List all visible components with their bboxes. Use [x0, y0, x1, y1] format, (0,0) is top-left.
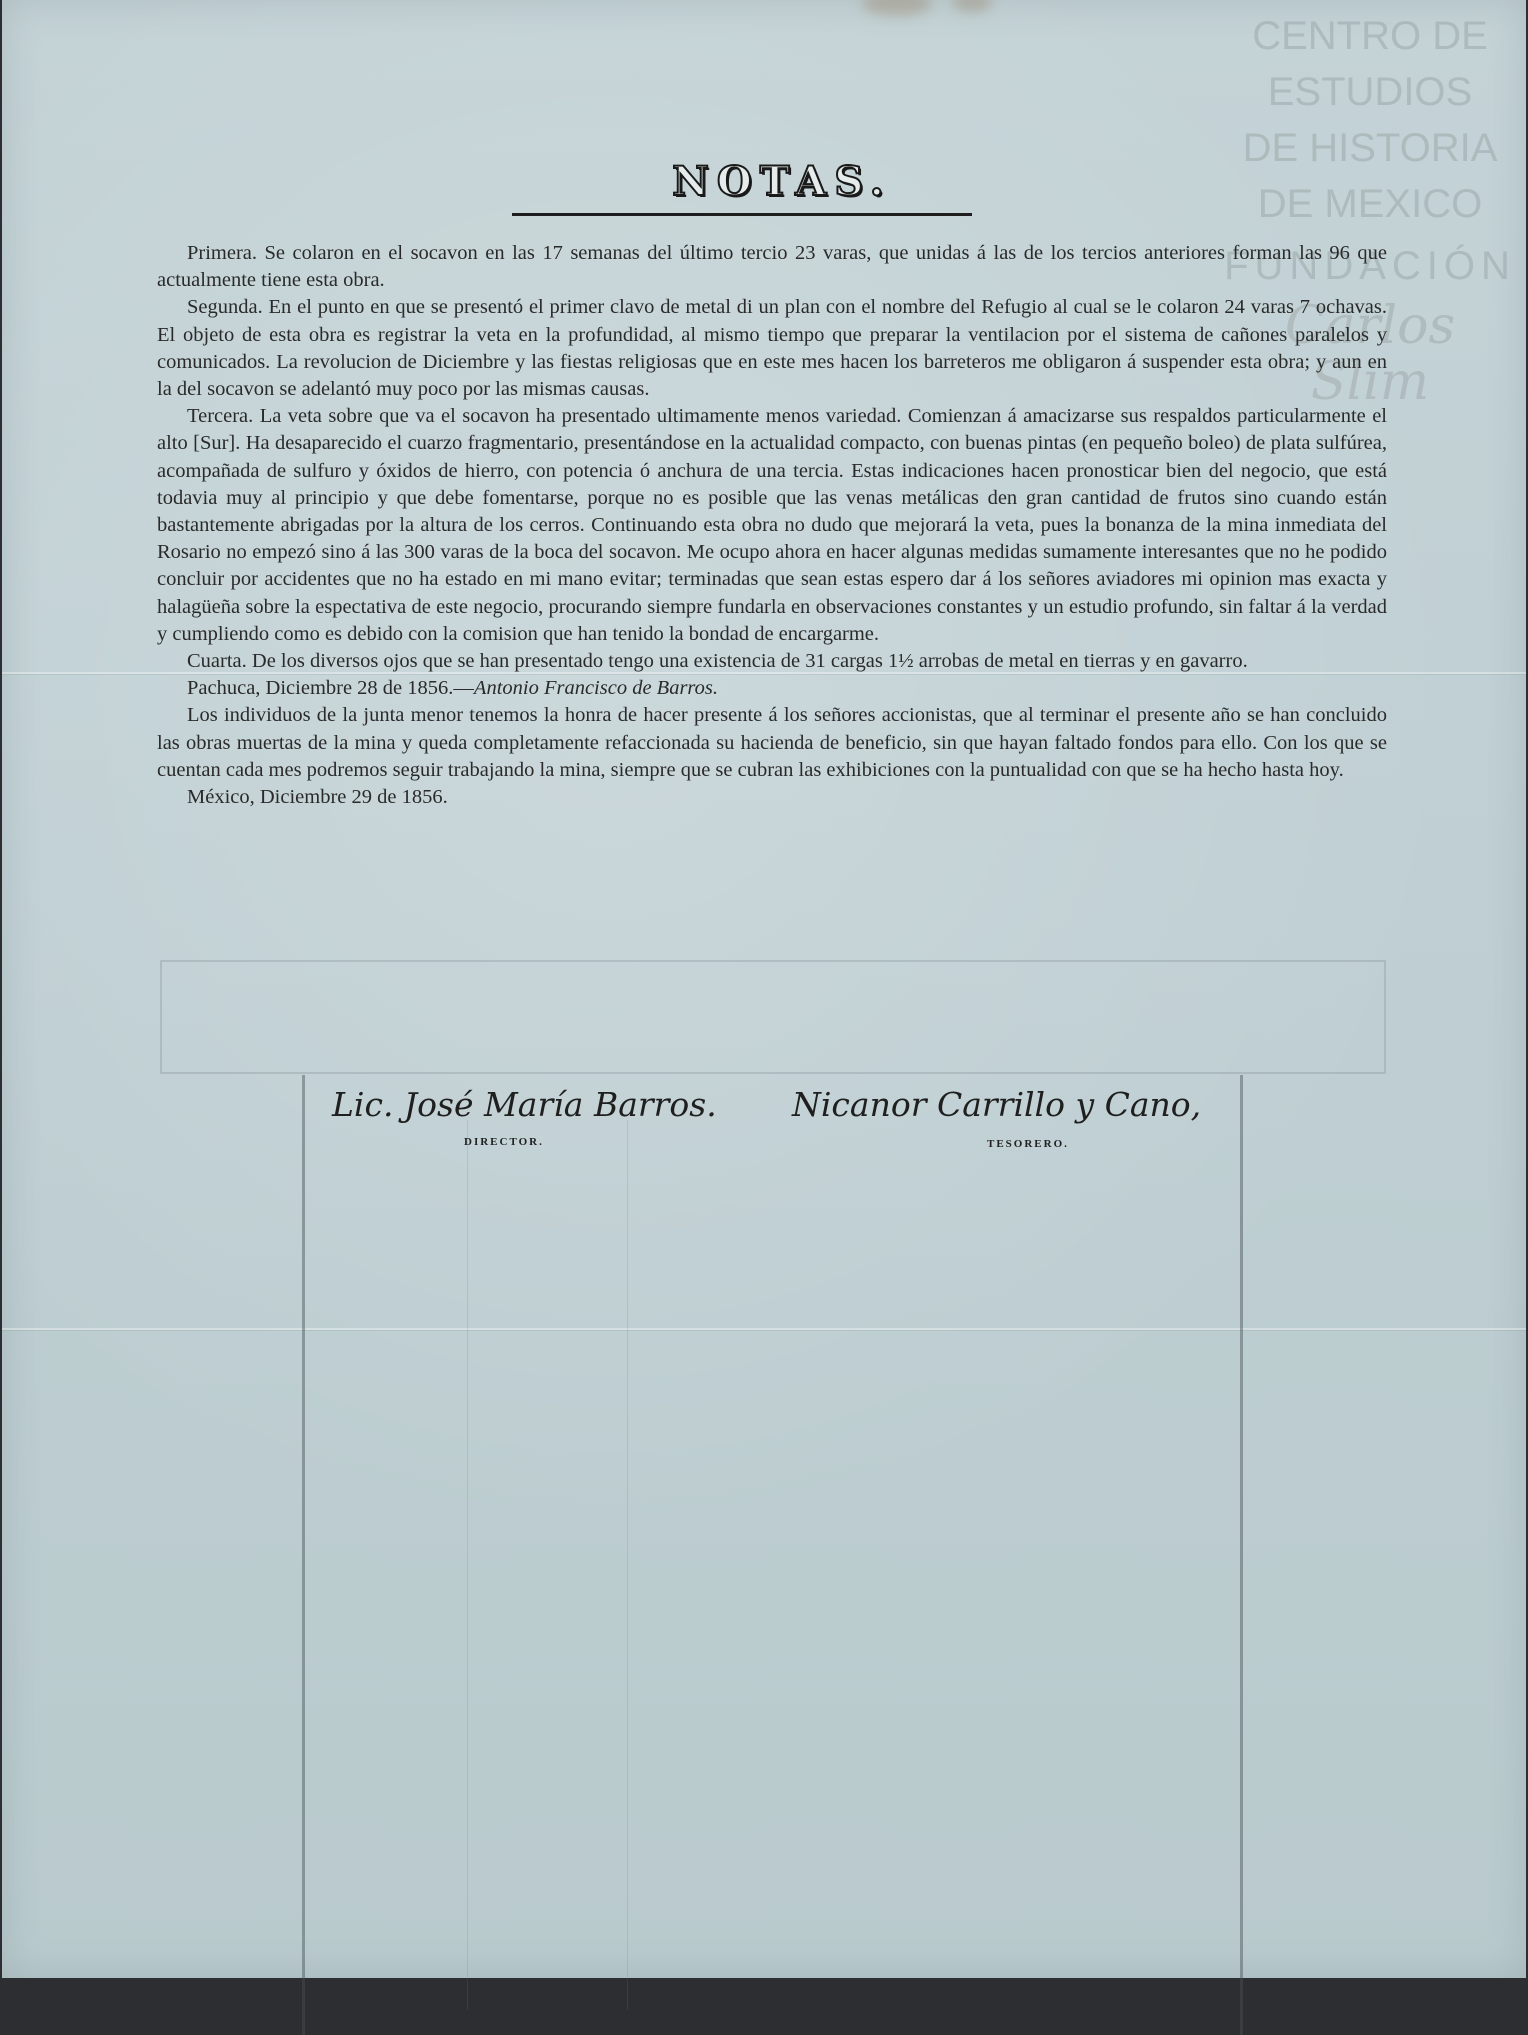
- paper-stain: [862, 0, 932, 16]
- director-title: DIRECTOR.: [464, 1136, 544, 1148]
- watermark-line: CENTRO DE: [1252, 14, 1488, 58]
- board-note: Los individuos de la junta menor tenemos la honra de hacer presente á los señores accionistas, que al terminar el presente año se han concluido las obras muertas de la mina y queda completamente refaccionada su hacienda de beneficio, sin que hayan faltado fondos para ello. Con los que se cuentan cada mes podremos seguir trabajando la mina, siempre que se cubran las exhibiciones con la puntualidad con que se ha hecho hasta hoy.: [157, 704, 1387, 781]
- signoff-place-date: Pachuca, Diciembre 28 de 1856.—: [187, 677, 474, 700]
- watermark-line: DE HISTORIA: [1242, 126, 1498, 170]
- note-primera: Primera. Se colaron en el socavon en las 17 semanas del último tercio 23 varas, que unidas á las de los tercios anteriores forman las 96 que actualmente tiene esta obra.: [157, 242, 1387, 292]
- signoff-mexico: México, Diciembre 29 de 1856.: [187, 786, 448, 809]
- treasurer-title: TESORERO.: [987, 1138, 1069, 1150]
- notes-heading: NOTAS.: [672, 158, 892, 205]
- signoff-pachuca: [157, 675, 1387, 702]
- note-cuarta: Cuarta. De los diversos ojos que se han presentado tengo una existencia de 31 cargas 1½ arrobas de metal en tierras y en gavarro.: [187, 650, 1248, 673]
- show-through-table: [160, 960, 1386, 1074]
- watermark-foundation: FUNDACIÓN: [1224, 244, 1516, 288]
- note-segunda: Segunda. En el punto en que se presentó el primer clavo de metal di un plan con el nombre del Refugio al cual se le colaron 24 varas 7 ochavas. El objeto de esta obra es registrar la veta en la profundidad, al mismo tiempo que preparar la ventilacion por el sistema de cañones paralelos y comunicados. La revolucion de Diciembre y las fiestas religiosas que en este mes hacen los barreteros me obligaron á suspender esta obra; y aun en la del socavon se adelantó muy poco por las mismas causas.: [157, 296, 1387, 401]
- signature-frame: [302, 1075, 1243, 2035]
- signoff-author: Antonio Francisco de Barros.: [473, 677, 718, 700]
- treasurer-signature: Nicanor Carrillo y Cano,: [792, 1085, 1202, 1124]
- heading-underline: [512, 213, 972, 216]
- notes-body: [157, 240, 1387, 811]
- watermark-line: DE MEXICO: [1257, 182, 1483, 226]
- director-signature: Lic. José María Barros.: [332, 1085, 717, 1124]
- note-tercera: Tercera. La veta sobre que va el socavon ha presentado ultimamente menos variedad. Comienzan á amacizarse sus respaldos particularmente el alto [Sur]. Ha desaparecido el cuarzo fragmentario, presentándose en la actualidad compacto, con buenas pintas (en pequeño boleo) de plata sulfúrea, acompañada de sulfuro y óxidos de hierro, con potencia ó anchura de una tercia. Estas indicaciones hacen pronosticar bien del negocio, que está todavia muy al principio y que debe fomentarse, porque no es posible que las venas metálicas den gran cantidad de frutos sino cuando están bastantemente abrigadas por la altura de los cerros. Continuando esta obra no dudo que mejorará la veta, pues la bonanza de la mina inmediata del Rosario no empezó sino á las 300 varas de la boca del socavon. Me ocupo ahora en hacer algunas medidas sumamente interesantes que no he podido concluir por accidentes que no ha estado en mi mano evitar; terminadas que sean estas espero dar á los señores aviadores mi opinion mas exacta y halagüeña sobre la espectativa de este negocio, procurando siempre fundarla en observaciones constantes y un estudio profundo, sin faltar á la verdad y cumpliendo como es debido con la comision que han tenido la bondad de encargarme.: [157, 405, 1387, 645]
- watermark-signature: Carlos Slim: [1284, 296, 1456, 412]
- watermark-line: ESTUDIOS: [1267, 70, 1473, 114]
- paper-stain: [952, 0, 992, 12]
- document-page: [2, 0, 1526, 1978]
